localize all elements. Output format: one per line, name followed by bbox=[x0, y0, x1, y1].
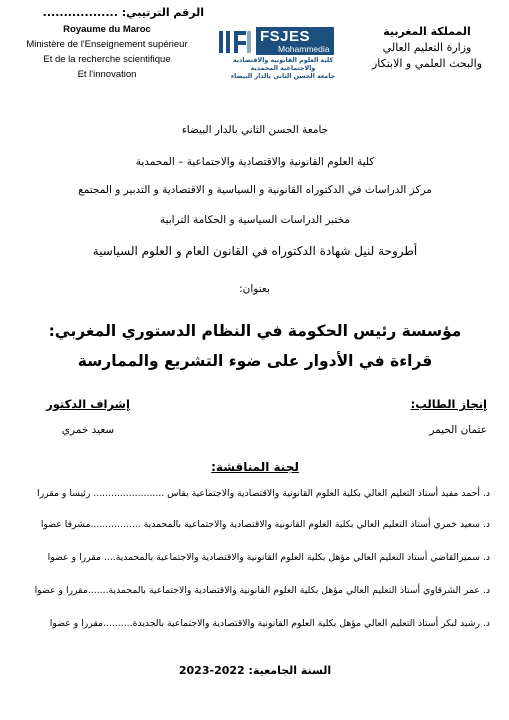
academic-year: السنة الجامعية: 2022-2023 bbox=[178, 664, 332, 677]
committee-member: د. رشيد لبكر أستاذ التعليم العالي مؤهل بكلية العلوم القانونية والاقتصادية والاجتماعية بالجديدة..........مقررا و عضوا bbox=[49, 618, 490, 629]
kingdom-ar-line-3: والبحث العلمي و الابتكار bbox=[371, 57, 483, 70]
serial-number-label: الرقم الترتيبي: .................. bbox=[42, 6, 204, 19]
kingdom-fr-line-4: Et l'innovation bbox=[77, 69, 137, 80]
kingdom-fr-line-3: Et de la recherche scientifique bbox=[43, 54, 171, 65]
committee-member: د. أحمد مفيد أستاذ التعليم العالي بكلية العلوم القانونية والاقتصادية والاجتماعية بفاس ........................ رئيسا و مقررا bbox=[37, 488, 490, 499]
faculty-name: كلية العلوم القانونية والاقتصادية والاجتماعية – المحمدية bbox=[135, 156, 375, 168]
kingdom-fr-line-1: Royaume du Maroc bbox=[63, 24, 151, 35]
logo-subtitle-line-2: والاجتماعية المحمدية bbox=[250, 65, 316, 72]
title-label: بعنوان: bbox=[239, 283, 270, 295]
faculty-logo-box bbox=[256, 27, 334, 55]
kingdom-ar-line-2: وزارة التعليم العالي bbox=[382, 41, 472, 54]
laboratory-name: مختبر الدراسات السياسية و الحكامة الترابية bbox=[159, 214, 351, 226]
thesis-title bbox=[40, 316, 470, 376]
thesis-title-line-2: قراءة في الأدوار على ضوء التشريع والممارسة bbox=[77, 352, 433, 370]
committee-label: لجنة المناقشة: bbox=[211, 460, 299, 474]
kingdom-french-block bbox=[0, 22, 214, 82]
committee-member: د. سميرالقاضي أستاذ التعليم العالي مؤهل بكلية العلوم القانونية والاقتصادية والاجتماعية بالمحمدية.... مقررا و عضوا bbox=[47, 552, 490, 563]
university-name: جامعة الحسن الثاني بالدار البيضاء bbox=[181, 124, 329, 136]
supervisor-label: إشراف الدكتور bbox=[46, 397, 130, 411]
logo-city: Mohammedia bbox=[278, 44, 330, 54]
student-name: عثمان الحيمر bbox=[429, 424, 487, 436]
student-label: إنجاز الطالب: bbox=[410, 397, 487, 411]
kingdom-ar-line-1: المملكة المغربية bbox=[383, 25, 471, 38]
supervisor-name: سعيد خمري bbox=[61, 424, 115, 436]
thesis-title-line-1: مؤسسة رئيس الحكومة في النظام الدستوري المغربي: bbox=[48, 322, 462, 340]
logo-subtitle-line-3: جامعة الحسن الثاني بالدار البيضاء bbox=[230, 73, 336, 80]
logo-subtitle bbox=[228, 57, 338, 81]
logo-acronym: FSJES bbox=[260, 28, 311, 45]
committee-member: د. عمر الشرقاوي أستاذ التعليم العالي مؤهل بكلية العلوم القانونية والاقتصادية والاجتماعية بالمحمدية.......مقررا و عضوا bbox=[34, 585, 490, 596]
faculty-logo-mark-icon bbox=[218, 28, 252, 56]
doctoral-center-name: مركز الدراسات في الدكتوراه القانونية و السياسية و الاقتصادية و التدبير و المجتمع bbox=[78, 184, 432, 196]
committee-member: د. سعيد خمري أستاذ التعليم العالي بكلية العلوم القانونية والاقتصادية والاجتماعية بالمحمدية .................مشرفا عضوا bbox=[40, 519, 490, 530]
thesis-type: أطروحة لنيل شهادة الدكتوراه في القانون العام و العلوم السياسية bbox=[92, 244, 418, 258]
faculty-logo bbox=[218, 24, 338, 94]
kingdom-arabic-block bbox=[367, 24, 487, 72]
kingdom-fr-line-2: Ministère de l'Enseignement supérieur bbox=[26, 39, 188, 50]
logo-subtitle-line-1: كلية العلوم القانونية والاقتصادية bbox=[232, 57, 334, 64]
